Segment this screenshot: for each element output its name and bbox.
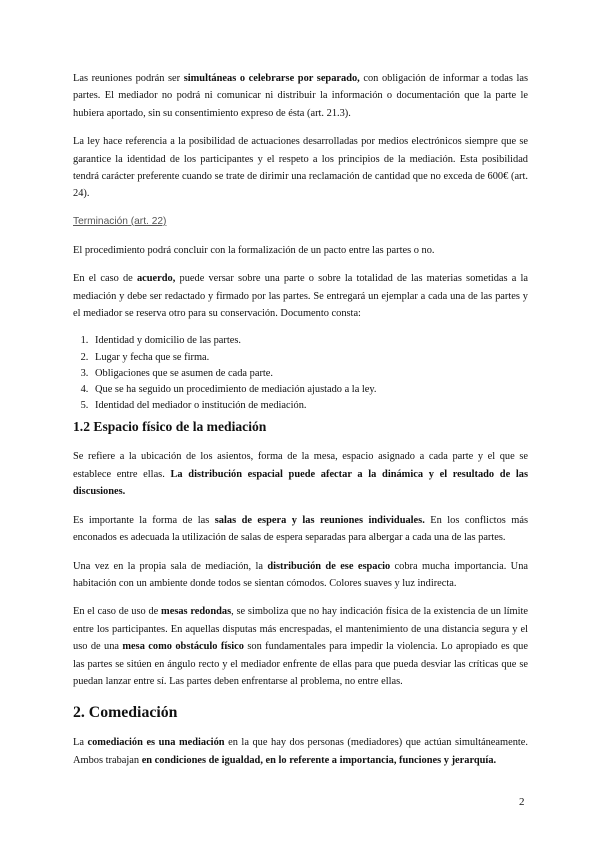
- paragraph-tables: [73, 603, 528, 690]
- text-run: Una vez en la propia sala de mediación, la: [73, 560, 268, 572]
- bold-text: salas de espera y las reuniones individuales.: [214, 514, 425, 526]
- text-run: En los conflictos más enconados es adecuada la utilización de salas de espera separadas para albergar a cada una de las partes.: [73, 514, 528, 544]
- text-run: con obligación de informar a todas las partes. El mediador no podrá ni comunicar ni distribuir la información o documentación que la parte le hubiera aportado, sin su consentimiento expreso de ésta (art. 21.3).: [73, 73, 528, 119]
- bold-text: acuerdo,: [136, 273, 176, 285]
- paragraph-waiting-rooms: [73, 512, 528, 547]
- bold-text: La distribución espacial puede afectar a la dinámica y el resultado de las discusiones.: [73, 468, 528, 498]
- termination-link[interactable]: Terminación (art. 22): [73, 215, 167, 227]
- heading-physical-space: 1.2 Espacio físico de la mediación: [73, 419, 267, 435]
- paragraph-meetings: [73, 70, 528, 122]
- bold-text: mesa como obstáculo físico: [122, 641, 244, 653]
- list-item: 2. Lugar y fecha que se firma.: [91, 350, 528, 366]
- text-run: En el caso de uso de: [73, 606, 162, 618]
- list-item: 3. Obligaciones que se asumen de cada parte.: [91, 366, 528, 382]
- text-run: , se simboliza que no hay indicación física de la existencia de un límite entre los participantes. En aquellas disputas más encrespadas, el mantenimiento de una distancia segura y el uso de una: [73, 606, 528, 653]
- page-content: [73, 70, 528, 780]
- list-item: 5. Identidad del mediador o institución de mediación.: [91, 398, 528, 414]
- text-run: Es importante la forma de las: [73, 514, 215, 526]
- paragraph-room-distribution: [73, 558, 528, 593]
- paragraph-conclusion: El procedimiento podrá concluir con la formalización de un pacto entre las partes o no.: [73, 244, 435, 256]
- page-number: 2: [519, 796, 525, 808]
- text-run: cobra mucha importancia. Una habitación con un ambiente donde todos se sientan cómodos. Colores suaves y luz indirecta.: [73, 560, 528, 589]
- text-run: Se refiere a la ubicación de los asientos, forma de la mesa, espacio asignado a cada parte y el que se establece entre ellas.: [73, 451, 528, 480]
- text-run: en la que hay dos personas (mediadores) que actúan simultáneamente. Ambos trabajan: [73, 737, 528, 766]
- text-run: son fundamentales para impedir la violencia. Lo apropiado es que las partes se sitúen en ángulo recto y el mediador enfrente de ellas para que pueda desviar las críticas que se puedan lanzar entre sí. Las partes deben enfrentarse al problema, no entre ellas.: [73, 641, 528, 687]
- list-item: 4. Que se ha seguido un procedimiento de mediación ajustado a la ley.: [91, 382, 528, 398]
- paragraph-electronic-means: La ley hace referencia a la posibilidad de actuaciones desarrolladas por medios electrónicos siempre que se garantice la identidad de los participantes y el respeto a los principios de la mediación. Esta posibilidad tendrá carácter preferente cuando se trate de dirimir una reclamación de cantidad que no exceda de 600€ (art. 24).: [73, 136, 528, 200]
- text-run: puede versar sobre una parte o sobre la totalidad de las materias sometidas a la mediación y debe ser redactado y firmado por las partes. Se entregará un ejemplar a cada una de las partes y el mediador se reserva otro para su conservación. Documento consta:: [73, 273, 529, 320]
- bold-text: comediación es una mediación: [87, 737, 225, 749]
- bold-text: en condiciones de igualdad, en lo referente a importancia, funciones y jerarquía.: [141, 754, 497, 766]
- paragraph-agreement: [73, 270, 528, 322]
- paragraph-comediation: [73, 734, 528, 769]
- document-contents-list: [73, 333, 528, 414]
- heading-comediation: 2. Comediación: [73, 704, 178, 722]
- text-run: En el caso de: [73, 273, 137, 285]
- list-item: 1. Identidad y domicilio de las partes.: [91, 333, 528, 349]
- paragraph-seating: [73, 448, 528, 500]
- bold-text: mesas redondas: [161, 606, 232, 618]
- text-run: Las reuniones podrán ser: [73, 73, 184, 84]
- text-run: La: [73, 737, 88, 749]
- bold-text: simultáneas o celebrarse por separado,: [183, 73, 360, 84]
- bold-text: distribución de ese espacio: [267, 560, 391, 572]
